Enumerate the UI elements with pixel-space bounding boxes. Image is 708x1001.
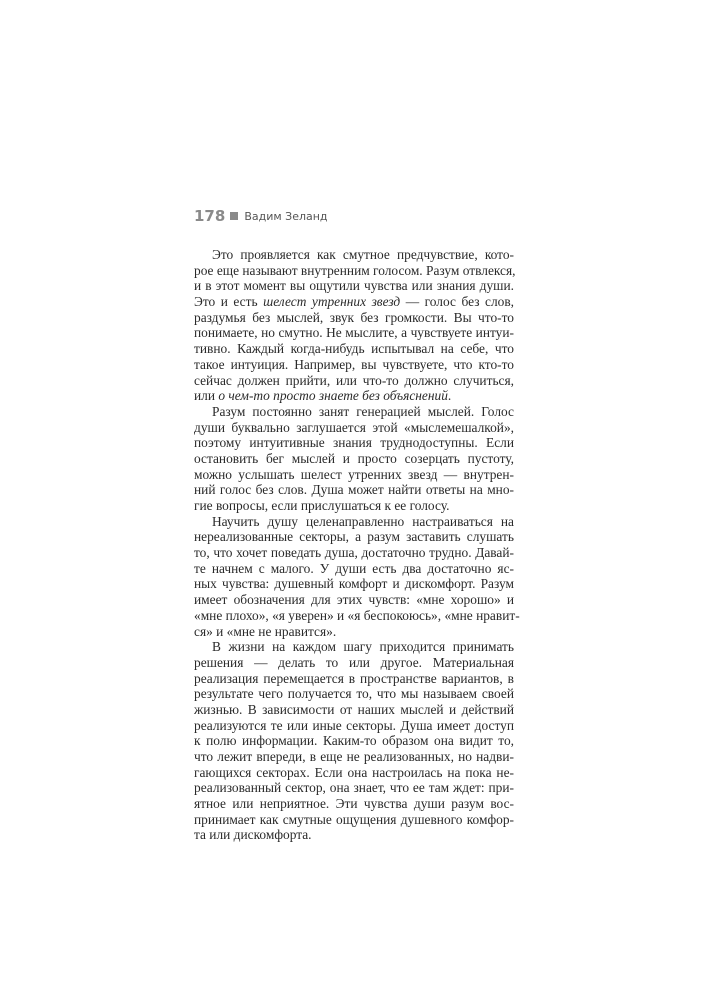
text-run: что лежит впереди, в еще не реализованных, но надви- bbox=[194, 749, 514, 764]
text-line bbox=[194, 765, 514, 781]
text-run: нереализованные секторы, а разум заставить слушать bbox=[194, 529, 514, 545]
text-run: сейчас должен прийти, или что-то должно случиться, bbox=[194, 372, 514, 388]
text-run: ных чувства: душевный комфорт и дискомфорт. Разум bbox=[194, 576, 514, 592]
text-run: гающихся секторах. Если она настроилась на пока не- bbox=[194, 764, 514, 780]
text-line bbox=[194, 278, 514, 294]
text-line bbox=[194, 514, 514, 530]
text-line bbox=[194, 780, 514, 796]
text-line bbox=[194, 373, 514, 389]
text-run: принимает как смутные ощущения душевного комфор- bbox=[194, 811, 514, 827]
text-run: имеет обозначения для этих чувств: «мне хорошо» и bbox=[194, 592, 514, 608]
text-run: . bbox=[447, 388, 452, 404]
text-line bbox=[194, 451, 514, 467]
text-run: Это проявляется как смутное предчувствие, кото- bbox=[212, 247, 514, 262]
text-run: реализованный сектор, она знает, что ее там ждет: при- bbox=[194, 780, 514, 796]
text-line bbox=[194, 702, 514, 718]
text-line bbox=[194, 812, 514, 828]
text-run: жизнью. В зависимости от наших мыслей и действий bbox=[194, 701, 514, 717]
text-run: или bbox=[194, 388, 219, 404]
body-text bbox=[194, 247, 520, 843]
text-line bbox=[194, 529, 514, 545]
text-run: ний голос без слов. Душа может найти ответы на мно- bbox=[194, 482, 514, 498]
text-run: Научить душу целенаправленно настраиваться на bbox=[212, 513, 514, 529]
italic-phrase: шелест утренних звезд bbox=[263, 294, 401, 310]
text-line bbox=[194, 435, 514, 451]
text-line bbox=[194, 561, 514, 577]
text-run: та или дискомфорта. bbox=[194, 827, 312, 843]
paragraph bbox=[194, 513, 520, 640]
text-run: рое еще называют внутренним голосом. Разум отвлекся, bbox=[194, 262, 516, 278]
text-run: «мне плохо», «я уверен» и «я беспокоюсь», «мне нравит- bbox=[194, 607, 520, 623]
text-line bbox=[194, 357, 514, 373]
text-run: реализация перемещается в пространстве вариантов, в bbox=[194, 670, 514, 686]
text-run: реализуются те или иные секторы. Душа имеет доступ bbox=[194, 717, 514, 733]
text-line bbox=[194, 341, 514, 357]
square-separator-icon bbox=[230, 212, 238, 220]
text-line bbox=[194, 827, 514, 843]
text-run: то, что хочет поведать душа, достаточно трудно. Давай- bbox=[194, 545, 514, 561]
page-number: 178 bbox=[194, 207, 226, 225]
italic-phrase: о чем-то просто знаете без объяснений bbox=[218, 388, 448, 404]
paragraph bbox=[194, 247, 514, 404]
text-run: поэтому интуитивные знания труднодоступны. Если bbox=[194, 435, 514, 451]
text-run: такое интуиция. Например, вы чувствуете, что кто-то bbox=[194, 356, 514, 372]
text-line bbox=[194, 607, 520, 624]
text-line bbox=[194, 576, 514, 592]
text-line bbox=[194, 467, 514, 483]
text-run: души буквально заглушается этой «мыслемешалкой», bbox=[194, 419, 514, 435]
running-head bbox=[194, 206, 328, 226]
text-line bbox=[194, 294, 514, 310]
text-line bbox=[194, 498, 514, 514]
text-line bbox=[194, 310, 514, 326]
text-line bbox=[194, 655, 514, 671]
text-run: решения — делать то или другое. Материальная bbox=[194, 654, 514, 670]
text-run: те начнем с малого. У души есть два достаточно яс- bbox=[194, 560, 514, 576]
text-run: результате чего получается то, что мы называем своей bbox=[194, 686, 514, 702]
text-run: к полю информации. Каким-то образом она видит то, bbox=[194, 733, 514, 749]
text-line bbox=[194, 263, 514, 279]
text-line bbox=[194, 733, 514, 749]
text-line bbox=[194, 718, 514, 734]
text-run: раздумья без мыслей, звук без громкости. Вы что-то bbox=[194, 309, 514, 325]
text-line bbox=[194, 388, 514, 404]
text-run: и в этот момент вы ощутили чувства или знания души. bbox=[194, 278, 514, 294]
text-line bbox=[194, 420, 514, 436]
text-run: ся» и «мне не нравится». bbox=[194, 623, 337, 639]
text-line bbox=[194, 686, 514, 702]
text-line bbox=[194, 247, 514, 263]
text-line bbox=[194, 592, 514, 608]
text-run: остановить бег мыслей и просто созерцать пустоту, bbox=[194, 450, 514, 466]
text-line bbox=[194, 482, 514, 498]
text-line bbox=[194, 325, 514, 341]
paragraph bbox=[194, 639, 514, 843]
text-line bbox=[194, 404, 514, 420]
text-line bbox=[194, 545, 514, 561]
text-line bbox=[194, 749, 514, 765]
author-name: Вадим Зеланд bbox=[244, 209, 328, 223]
paragraph bbox=[194, 404, 514, 514]
text-run: тивно. Каждый когда-нибудь испытывал на себе, что bbox=[194, 341, 514, 357]
text-run: В жизни на каждом шагу приходится принимать bbox=[212, 639, 514, 655]
text-run: ятное или неприятное. Эти чувства души разум вос- bbox=[194, 796, 514, 812]
text-run: понимаете, но смутно. Не мыслите, а чувствуете интуи- bbox=[194, 325, 514, 341]
text-run: можно услышать шелест утренних звезд — внутрен- bbox=[194, 466, 514, 482]
text-run: Это и есть bbox=[194, 294, 264, 310]
text-line bbox=[194, 671, 514, 687]
text-line bbox=[194, 639, 514, 655]
text-run: — голос без слов, bbox=[400, 294, 514, 310]
text-run: Разум постоянно занят генерацией мыслей. Голос bbox=[212, 403, 514, 419]
text-line bbox=[194, 624, 514, 640]
text-run: гие вопросы, если прислушаться к ее голосу. bbox=[194, 498, 450, 513]
text-line bbox=[194, 796, 514, 812]
